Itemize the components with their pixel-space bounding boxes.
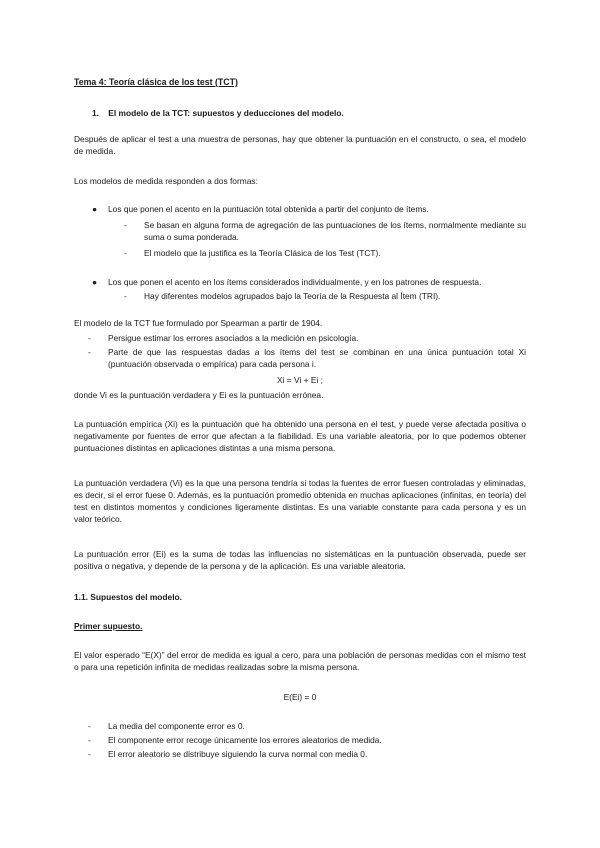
dash-item xyxy=(88,346,526,370)
formula-note: donde Vi es la puntuación verdadera y Ei es la puntuación errónea. xyxy=(74,390,324,400)
dash-icon: - xyxy=(124,248,127,258)
first-assumption-heading: Primer supuesto. xyxy=(74,621,143,631)
dash-item xyxy=(88,332,526,344)
sub-item-text: El modelo que la justifica es la Teoría Clásica de los Test (TCT). xyxy=(144,248,381,258)
forms-intro: Los modelos de medida responden a dos formas: xyxy=(74,176,258,186)
formula-expected-error: E(Ei) = 0 xyxy=(283,692,317,702)
bullet-item xyxy=(92,276,526,288)
dash-icon: - xyxy=(88,749,91,759)
dash-icon: - xyxy=(88,721,91,731)
dash-item-text: Parte de que las respuestas dadas a los ítems del test se combinan en una única puntuación total Xi (puntuación observada o empírica) para cada persona i. xyxy=(108,347,526,369)
bullet-item xyxy=(92,203,526,215)
bullet-icon: ● xyxy=(92,204,98,214)
dash-item xyxy=(88,720,526,732)
bullet-text: Los que ponen el acento en los ítems considerados individualmente, y en los patrones de respuesta. xyxy=(108,277,482,287)
dash-icon: - xyxy=(124,291,127,301)
dash-icon: - xyxy=(88,347,91,357)
dash-icon: - xyxy=(88,333,91,343)
bullet-icon: ● xyxy=(92,277,98,287)
document-title: Tema 4: Teoría clásica de los test (TCT) xyxy=(74,77,238,87)
subsection-heading: 1.1. Supuestos del modelo. xyxy=(74,592,182,602)
section-heading: 1. El modelo de la TCT: supuestos y deducciones del modelo. xyxy=(92,108,344,118)
bullet-text: Los que ponen el acento en la puntuación total obtenida a partir del conjunto de ítems. xyxy=(108,204,429,214)
expected-value-paragraph: El valor esperado “E(X)” del error de medida es igual a cero, para una población de personas medidas con el mismo test o para una repetición infinita de medidas realizadas sobre la misma persona. xyxy=(74,650,526,672)
true-score-paragraph: La puntuación verdadera (Vi) es la que una persona tendría si todas la fuentes de error fuesen controladas y eliminadas, es decir, si el error fuese 0. Además, es la puntuación promedio obtenida en muchas aplicaciones (infinitas, en teoría) del test en distintos momentos y condiciones ligeramente distintas. Es una variable constante para cada persona y es un valor teórico. xyxy=(74,478,526,524)
sub-item xyxy=(124,219,526,243)
dash-icon: - xyxy=(124,220,127,230)
empirical-score-paragraph: La puntuación empírica (Xi) es la puntuación que ha obtenido una persona en el test, y puede verse afectada positiva o negativamente por fuentes de error que afectan a la fiabilidad. Es una variable aleatoria, por lo que podemos obtener puntuaciones distintas en aplicaciones distintas a una misma persona. xyxy=(74,419,526,453)
intro-paragraph: Después de aplicar el test a una muestra de personas, hay que obtener la puntuación en el constructo, o sea, el modelo de medida. xyxy=(74,134,526,156)
spearman-line: El modelo de la TCT fue formulado por Spearman a partir de 1904. xyxy=(74,318,323,328)
dash-item-text: Persigue estimar los errores asociados a la medición en psicología. xyxy=(108,333,359,343)
dash-item-text: La media del componente error es 0. xyxy=(108,721,245,731)
sub-item xyxy=(124,247,526,259)
dash-item-text: El error aleatorio se distribuye siguiendo la curva normal con media 0. xyxy=(108,749,368,759)
formula-observed: Xi = Vi + Ei ; xyxy=(277,375,323,385)
sub-item xyxy=(124,290,526,302)
dash-icon: - xyxy=(88,735,91,745)
sub-item-text: Se basan en alguna forma de agregación de las puntuaciones de los ítems, normalmente mediante su suma o suma ponderada. xyxy=(144,220,526,242)
dash-item-text: El componente error recoge únicamente los errores aleatorios de medida. xyxy=(108,735,382,745)
sub-item-text: Hay diferentes modelos agrupados bajo la Teoría de la Respuesta al Ítem (TRI). xyxy=(144,291,441,301)
dash-item xyxy=(88,748,526,760)
dash-item xyxy=(88,734,526,746)
error-score-paragraph: La puntuación error (Ei) es la suma de todas las influencias no sistemáticas en la puntuación observada, puede ser positiva o negativa, y depende de la persona y de la aplicación. Es una variable aleatoria. xyxy=(74,549,526,571)
